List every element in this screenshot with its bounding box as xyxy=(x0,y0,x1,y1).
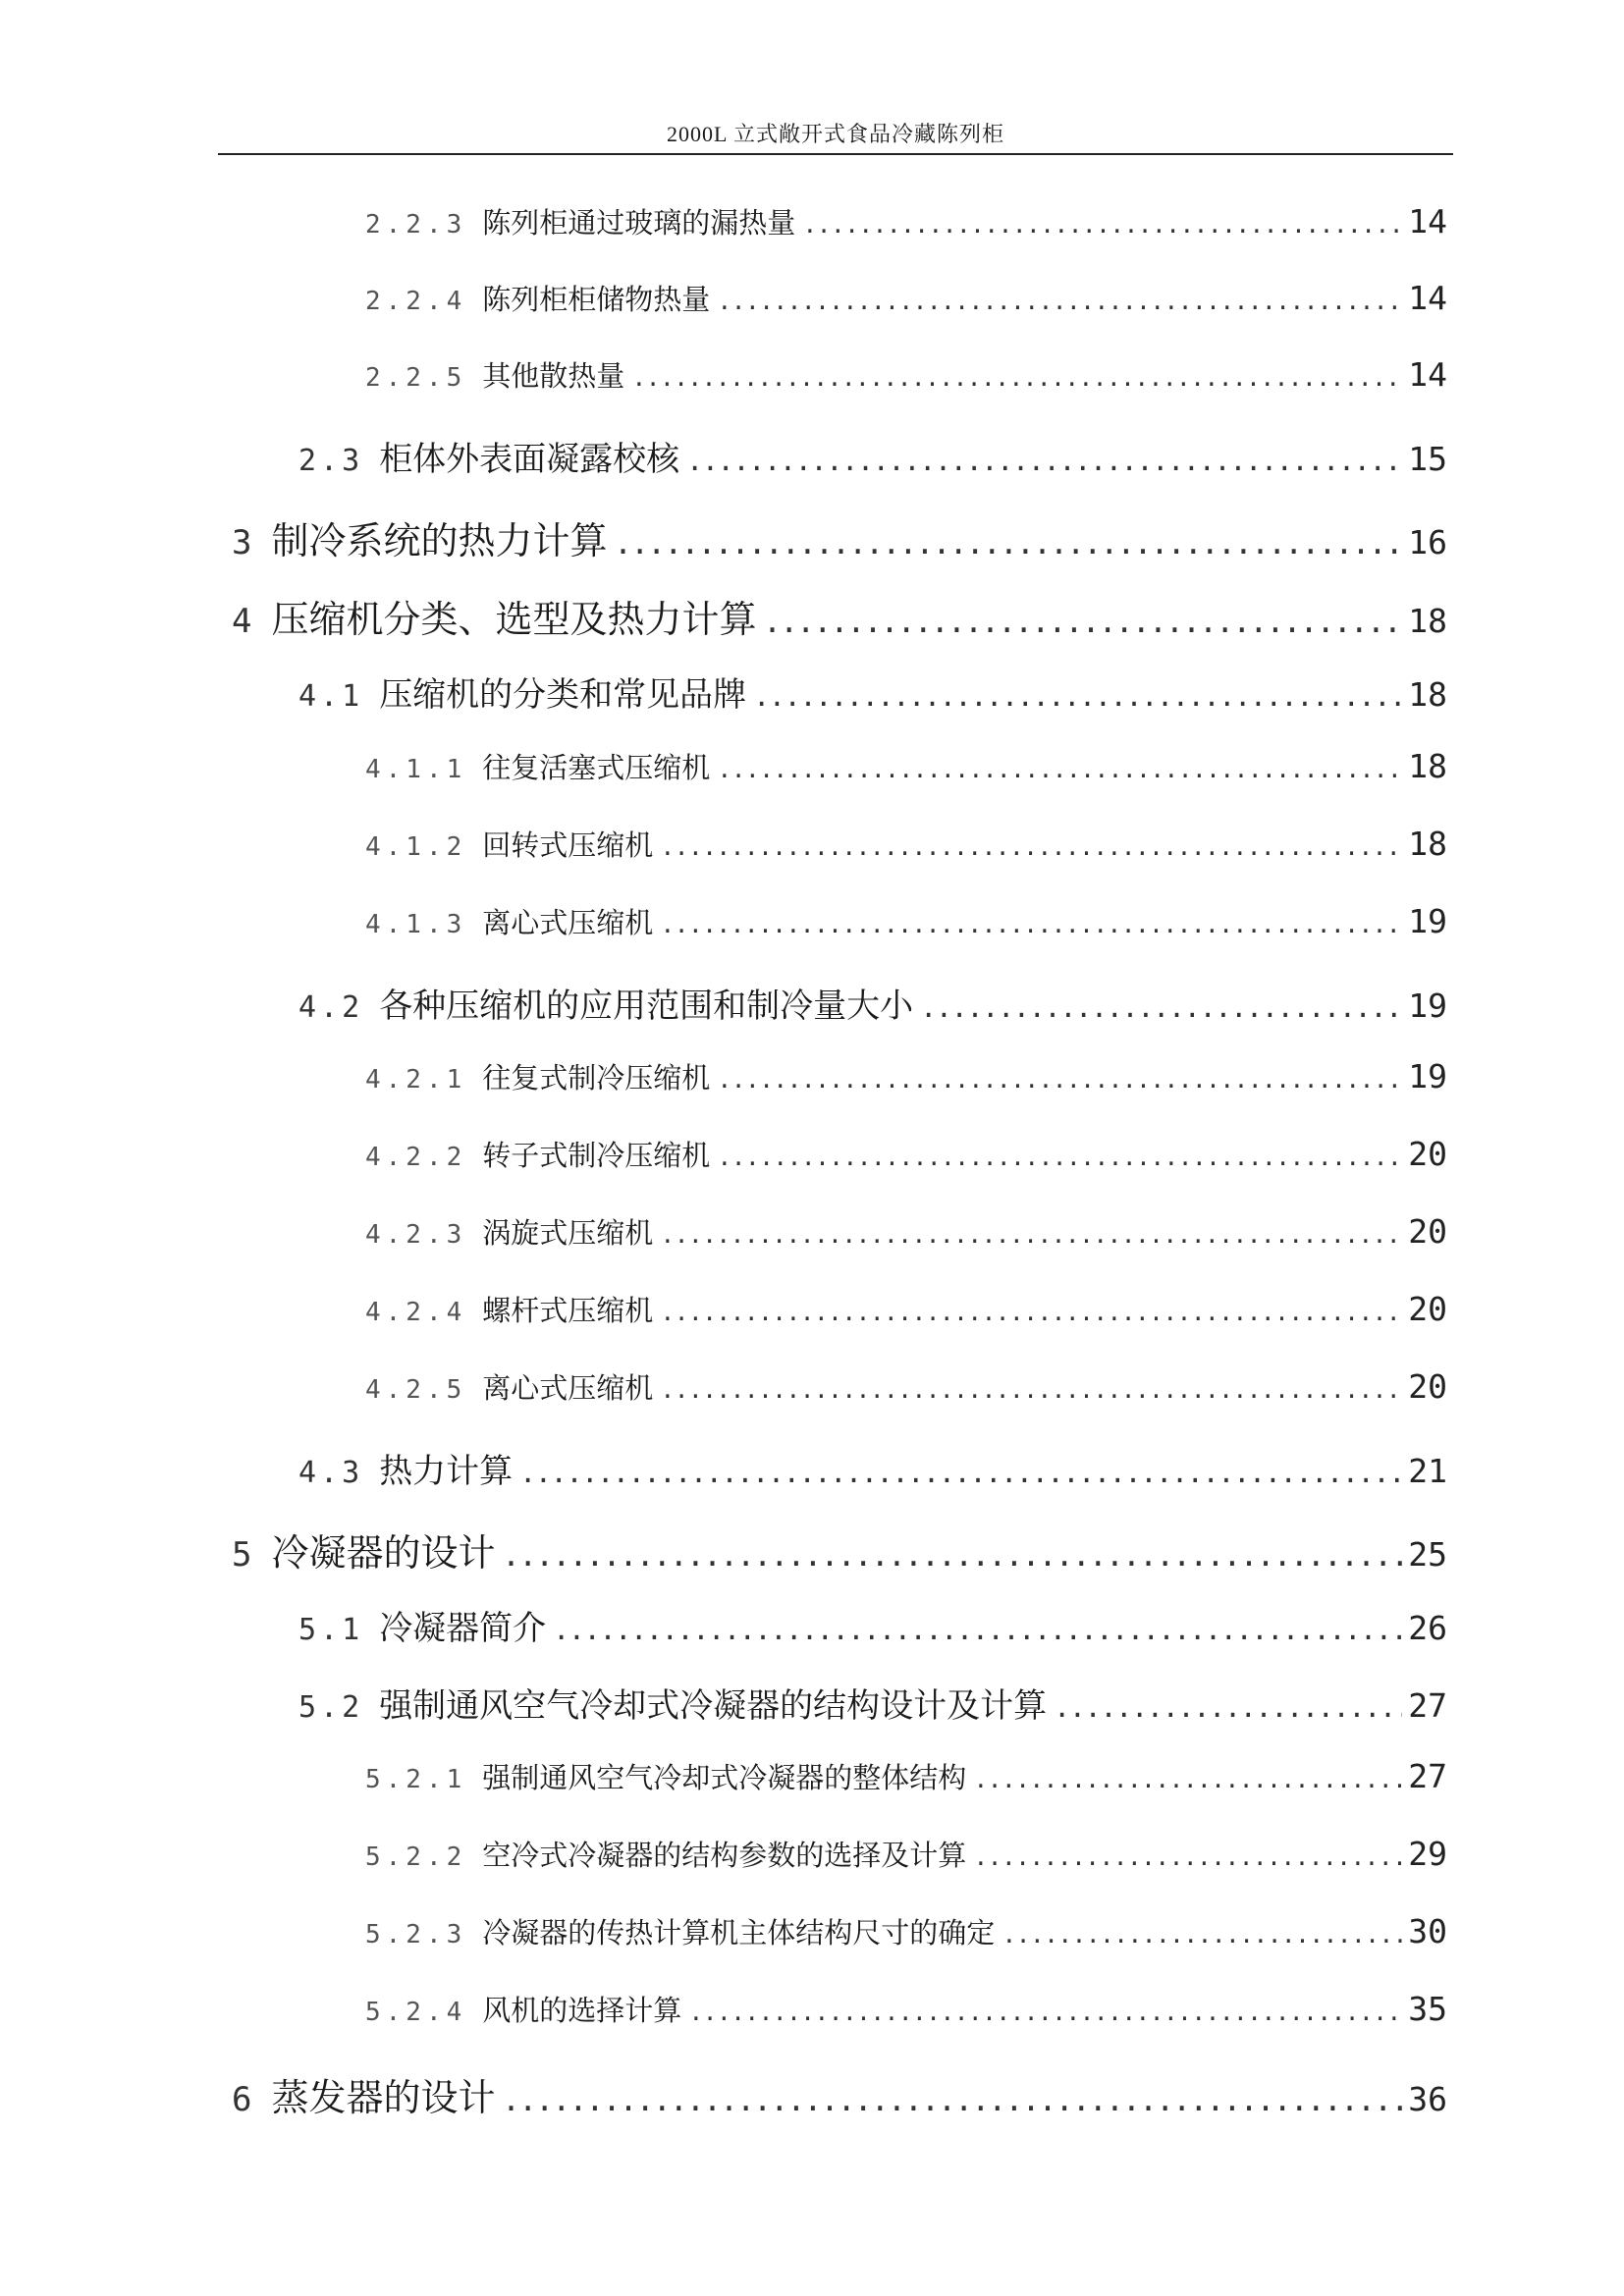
dot-leader xyxy=(663,1371,1402,1405)
dot-leader xyxy=(720,751,1402,784)
toc-entry-page-number: 20 xyxy=(1408,1290,1447,1328)
toc-entry-level-1[interactable] xyxy=(232,589,1447,643)
toc-entry-title: 冷凝器的设计 xyxy=(271,1531,496,1575)
toc-entry-number: 3 xyxy=(232,523,252,562)
toc-entry-level-3[interactable] xyxy=(365,1989,1447,2029)
toc-entry-number: 5.1 xyxy=(298,1613,364,1647)
toc-entry-title: 回转式压缩机 xyxy=(482,828,654,862)
dot-leader xyxy=(767,598,1403,641)
dot-leader xyxy=(663,1294,1402,1327)
dot-leader xyxy=(720,1139,1402,1172)
toc-entry-page-number: 29 xyxy=(1408,1835,1447,1873)
toc-entry-number: 4.3 xyxy=(298,1456,364,1490)
toc-entry-level-2[interactable] xyxy=(298,667,1447,716)
toc-entry-title: 风机的选择计算 xyxy=(482,1994,682,2027)
toc-entry-number: 5.2.1 xyxy=(365,1765,467,1794)
document-title: 2000L 立式敞开式食品冷藏陈列柜 xyxy=(666,122,1005,146)
toc-entry-page-number: 14 xyxy=(1408,279,1447,317)
toc-entry-title: 涡旋式压缩机 xyxy=(482,1216,654,1250)
toc-entry-level-3[interactable] xyxy=(365,1911,1447,1951)
dot-leader xyxy=(663,828,1402,862)
toc-entry-level-3[interactable] xyxy=(365,746,1447,786)
toc-entry-number: 4.2.5 xyxy=(365,1375,467,1405)
toc-entry-page-number: 18 xyxy=(1408,825,1447,863)
toc-entry-page-number: 16 xyxy=(1408,523,1447,561)
toc-entry-title: 冷凝器简介 xyxy=(379,1609,547,1648)
dot-leader xyxy=(506,1531,1403,1575)
toc-entry-number: 5.2.4 xyxy=(365,1998,467,2027)
toc-entry-level-3[interactable] xyxy=(365,1756,1447,1796)
toc-entry-level-1[interactable] xyxy=(232,510,1447,564)
toc-entry-level-2[interactable] xyxy=(298,979,1447,1027)
toc-entry-number: 4.2.3 xyxy=(365,1220,467,1250)
toc-entry-number: 4.1.3 xyxy=(365,910,467,939)
toc-entry-number: 5.2 xyxy=(298,1690,364,1725)
dot-leader xyxy=(691,1994,1402,2027)
toc-entry-number: 5.2.3 xyxy=(365,1920,467,1949)
dot-leader xyxy=(689,440,1402,479)
dot-leader xyxy=(720,283,1402,316)
toc-entry-level-2[interactable] xyxy=(298,1444,1447,1492)
toc-entry-title: 强制通风空气冷却式冷凝器的结构设计及计算 xyxy=(379,1686,1048,1726)
toc-entry-level-3[interactable] xyxy=(365,354,1447,395)
toc-entry-number: 2.2.4 xyxy=(365,287,467,316)
dot-leader xyxy=(663,1216,1402,1250)
toc-entry-number: 4.2.4 xyxy=(365,1298,467,1327)
dot-leader xyxy=(805,206,1402,240)
toc-entry-level-3[interactable] xyxy=(365,824,1447,864)
dot-leader xyxy=(756,675,1402,715)
toc-entry-level-3[interactable] xyxy=(365,1289,1447,1329)
toc-entry-level-3[interactable] xyxy=(365,1366,1447,1407)
page-header xyxy=(218,110,1453,155)
toc-entry-title: 其他散热量 xyxy=(482,359,625,393)
dot-leader xyxy=(923,987,1402,1026)
toc-entry-title: 转子式制冷压缩机 xyxy=(482,1139,711,1172)
toc-entry-number: 4.2.1 xyxy=(365,1065,467,1095)
toc-entry-level-3[interactable] xyxy=(365,201,1447,241)
dot-leader xyxy=(976,1839,1402,1872)
toc-entry-number: 4.1 xyxy=(298,679,364,714)
toc-entry-title: 热力计算 xyxy=(379,1452,514,1491)
toc-entry-page-number: 35 xyxy=(1408,1990,1447,2028)
toc-entry-number: 2.2.3 xyxy=(365,210,467,240)
toc-entry-level-2[interactable] xyxy=(298,432,1447,480)
dot-leader xyxy=(634,359,1402,393)
toc-entry-page-number: 27 xyxy=(1408,1686,1447,1725)
dot-leader xyxy=(1004,1916,1402,1949)
toc-entry-page-number: 27 xyxy=(1408,1757,1447,1795)
toc-entry-page-number: 26 xyxy=(1408,1609,1447,1647)
toc-entry-number: 5.2.2 xyxy=(365,1842,467,1872)
toc-entry-title: 空冷式冷凝器的结构参数的选择及计算 xyxy=(482,1839,967,1872)
toc-entry-title: 强制通风空气冷却式冷凝器的整体结构 xyxy=(482,1761,967,1794)
toc-entry-page-number: 14 xyxy=(1408,202,1447,240)
toc-entry-page-number: 18 xyxy=(1408,602,1447,640)
toc-entry-level-2[interactable] xyxy=(298,1679,1447,1727)
toc-entry-level-3[interactable] xyxy=(365,1134,1447,1174)
toc-entry-page-number: 18 xyxy=(1408,675,1447,714)
toc-entry-page-number: 25 xyxy=(1408,1535,1447,1574)
dot-leader xyxy=(522,1452,1402,1491)
toc-entry-page-number: 30 xyxy=(1408,1912,1447,1950)
toc-entry-page-number: 21 xyxy=(1408,1452,1447,1490)
toc-entry-level-3[interactable] xyxy=(365,1834,1447,1874)
toc-entry-number: 2.3 xyxy=(298,444,364,478)
toc-entry-level-3[interactable] xyxy=(365,1211,1447,1252)
dot-leader xyxy=(663,906,1402,939)
toc-entry-page-number: 36 xyxy=(1408,2080,1447,2118)
toc-entry-number: 5 xyxy=(232,1535,252,1575)
dot-leader xyxy=(506,2076,1403,2119)
toc-entry-title: 柜体外表面凝露校核 xyxy=(379,440,680,479)
toc-entry-title: 蒸发器的设计 xyxy=(271,2076,496,2119)
toc-entry-number: 4.2 xyxy=(298,990,364,1025)
toc-entry-page-number: 19 xyxy=(1408,1057,1447,1095)
toc-entry-number: 4.1.2 xyxy=(365,832,467,862)
dot-leader xyxy=(720,1061,1402,1095)
toc-entry-number: 2.2.5 xyxy=(365,363,467,393)
toc-entry-title: 制冷系统的热力计算 xyxy=(271,519,608,562)
toc-entry-number: 4.2.2 xyxy=(365,1143,467,1172)
toc-entry-title: 离心式压缩机 xyxy=(482,1371,654,1405)
toc-entry-page-number: 14 xyxy=(1408,355,1447,394)
toc-entry-level-3[interactable] xyxy=(365,1056,1447,1096)
dot-leader xyxy=(556,1609,1402,1648)
toc-entry-title: 各种压缩机的应用范围和制冷量大小 xyxy=(379,987,914,1026)
toc-entry-page-number: 20 xyxy=(1408,1212,1447,1251)
toc-entry-level-2[interactable] xyxy=(298,1601,1447,1649)
toc-entry-page-number: 20 xyxy=(1408,1135,1447,1173)
toc-entry-title: 螺杆式压缩机 xyxy=(482,1294,654,1327)
toc-entry-number: 4.1.1 xyxy=(365,755,467,784)
toc-entry-level-3[interactable] xyxy=(365,278,1447,318)
toc-entry-title: 离心式压缩机 xyxy=(482,906,654,939)
toc-entry-number: 6 xyxy=(232,2080,252,2119)
toc-entry-level-1[interactable] xyxy=(232,2067,1447,2121)
toc-entry-page-number: 19 xyxy=(1408,987,1447,1025)
toc-entry-title: 陈列柜柜储物热量 xyxy=(482,283,711,316)
toc-entry-title: 陈列柜通过玻璃的漏热量 xyxy=(482,206,796,240)
toc-entry-page-number: 19 xyxy=(1408,902,1447,940)
toc-entry-page-number: 18 xyxy=(1408,747,1447,785)
dot-leader xyxy=(618,519,1403,562)
toc-entry-page-number: 15 xyxy=(1408,440,1447,478)
toc-entry-title: 冷凝器的传热计算机主体结构尺寸的确定 xyxy=(482,1916,996,1949)
toc-entry-number: 4 xyxy=(232,602,252,641)
toc-entry-title: 往复式制冷压缩机 xyxy=(482,1061,711,1095)
toc-entry-title: 压缩机分类、选型及热力计算 xyxy=(271,598,757,641)
dot-leader xyxy=(1056,1686,1402,1726)
toc-entry-page-number: 20 xyxy=(1408,1367,1447,1406)
toc-entry-title: 往复活塞式压缩机 xyxy=(482,751,711,784)
toc-entry-level-1[interactable] xyxy=(232,1522,1447,1576)
dot-leader xyxy=(976,1761,1402,1794)
toc-entry-title: 压缩机的分类和常见品牌 xyxy=(379,675,747,715)
toc-entry-level-3[interactable] xyxy=(365,901,1447,941)
